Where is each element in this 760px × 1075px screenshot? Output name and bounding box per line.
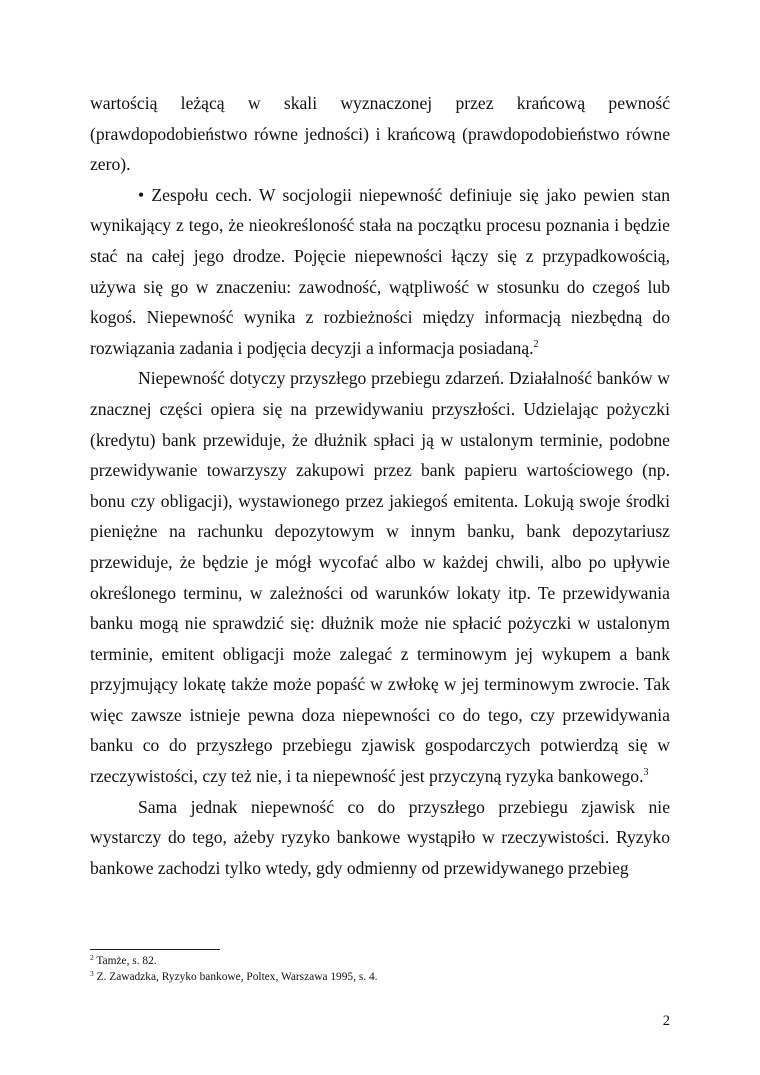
paragraph-text: Sama jednak niepewność co do przyszłego przebiegu zjawisk nie wystarczy do tego, ażeby ryzyko bankowe wystąpiło w rzeczywistości. Ryzyko bankowe zachodzi tylko wtedy, gdy odmienny od przewidywanego przebieg (90, 796, 670, 878)
paragraph-text: Niepewność dotyczy przyszłego przebiegu zdarzeń. Działalność banków w znacznej części opiera się na przewidywaniu przyszłości. Udzielając pożyczki (kredytu) bank przewiduje, że dłużnik spłaci ją w ustalonym terminie, podobne przewidywanie towarzyszy zakupowi przez bank papieru wartościowego (np. bonu czy obligacji), wystawionego przez jakiegoś emitenta. Lokują swoje środki pieniężne na rachunku depozytowym w innym banku, bank depozytariusz przewiduje, że będzie je mógł wycofać albo w każdej chwili, albo po upływie określonego terminu, w zależności od warunków lokaty itp. Te przewidywania banku mogą nie sprawdzić się: dłużnik może nie spłacić pożyczki w ustalonym terminie, emitent obligacji może zalegać z terminowym jej wykupem a bank przyjmujący lokatę także może popaść w zwłokę w jej terminowym zwrocie. Tak więc zawsze istnieje pewna doza niepewności co do tego, czy przewidywania banku co do przyszłego przebiegu zjawisk gospodarczych potwierdzą się w rzeczywistości, czy też nie, i ta niepewność jest przyczyną ryzyka bankowego. (90, 368, 670, 787)
paragraph-continuation (90, 88, 670, 180)
footnote-2 (90, 954, 670, 970)
paragraph-text: wartością leżącą w skali wyznaczonej przez krańcową pewność (prawdopodobieństwo równe jedności) i krańcową (prawdopodobieństwo równe zero). (90, 93, 670, 175)
paragraph-niepewnosc (90, 363, 670, 791)
page-number: 2 (662, 1013, 670, 1029)
footnote-number: 3 (90, 968, 94, 978)
paragraph-sama-jednak (90, 792, 670, 884)
body-text (90, 88, 670, 883)
footnote-reference-2[interactable]: 2 (533, 338, 539, 350)
paragraph-text: • Zespołu cech. W socjologii niepewność definiuje się jako pewien stan wynikający z tego, że nieokreśloność stała na początku procesu poznania i będzie stać na całej jego drodze. Pojęcie niepewności łączy się z przypadkowością, używa się go w znaczeniu: zawodność, wątpliwość w stosunku do czegoś lub kogoś. Niepewność wynika z rozbieżności między informacją niezbędną do rozwiązania zadania i podjęcia decyzji a informacja posiadaną. (90, 184, 670, 358)
footnote-reference-3[interactable]: 3 (643, 767, 649, 779)
footnote-text: Tamże, s. 82. (93, 955, 157, 967)
paragraph-bullet-zespol-cech (90, 180, 670, 364)
footnote-3 (90, 970, 670, 986)
footnote-text: Z. Zawadzka, Ryzyko bankowe, Poltex, Warszawa 1995, s. 4. (93, 970, 378, 983)
footnote-number: 2 (90, 953, 94, 962)
footnote-separator (90, 949, 220, 950)
footnotes (90, 954, 670, 985)
